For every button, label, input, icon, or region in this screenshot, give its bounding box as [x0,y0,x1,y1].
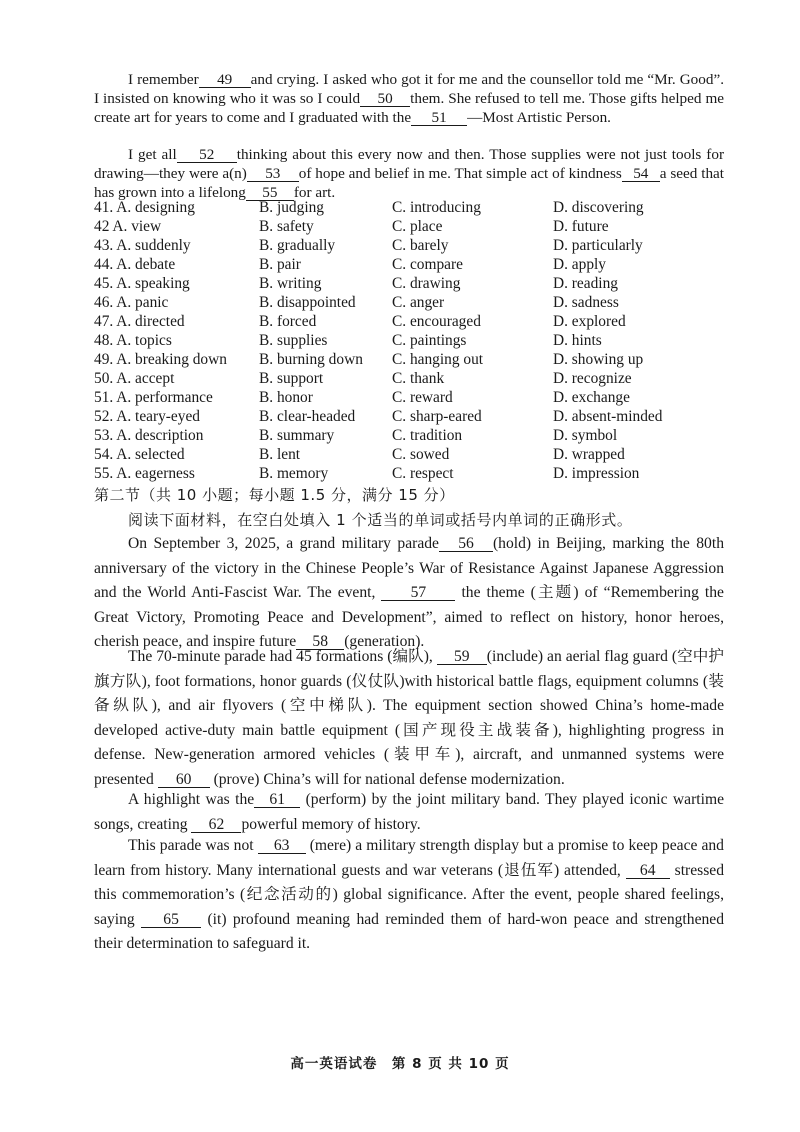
option-b: B. judging [259,199,324,216]
text-run: (prove) China’s will for national defense modernization. [213,770,565,788]
option-row [94,218,734,237]
option-d: D. sadness [553,294,619,311]
text-run: of hope and belief in me. That simple act of kindness [298,165,622,183]
option-row [94,351,734,370]
option-b: B. gradually [259,237,336,254]
section-instruction: 阅读下面材料，在空白处填入 1 个适当的单词或括号内单词的正确形式。 [128,511,633,529]
option-a: 49. A. breaking down [94,351,227,368]
option-b: B. lent [259,446,301,463]
option-b: B. pair [259,256,301,273]
blank-50[interactable]: 50 [360,91,410,107]
text-run: —Most Artistic Person. [467,109,611,127]
option-a: 55. A. eagerness [94,465,195,482]
option-d: D. particularly [553,237,643,254]
text-run: I get all [128,146,177,163]
option-b: B. supplies [259,332,328,349]
option-b: B. memory [259,465,329,482]
option-d: D. hints [553,332,602,349]
blank-60[interactable]: 60 [158,772,210,788]
option-a: 43. A. suddenly [94,237,191,254]
option-a: 51. A. performance [94,389,213,406]
option-a: 44. A. debate [94,256,176,273]
option-a: 48. A. topics [94,332,172,349]
option-row [94,465,734,484]
passage-b-paragraph-4 [94,834,724,957]
option-c: C. tradition [392,427,463,444]
option-d: D. future [553,218,609,235]
blank-63[interactable]: 63 [258,838,306,854]
options-table [94,199,734,484]
blank-55[interactable]: 55 [246,185,294,201]
blank-51[interactable]: 51 [411,110,467,126]
text-run: A highlight was the [128,791,255,808]
option-row [94,446,734,465]
blank-64[interactable]: 64 [626,863,670,879]
option-row [94,408,734,427]
option-a: 54. A. selected [94,446,185,463]
option-c: C. compare [392,256,463,273]
passage-a-paragraph-1 [94,70,724,128]
option-d: D. discovering [553,199,644,216]
text-run: This parade was not [128,837,254,854]
blank-53[interactable]: 53 [247,166,299,182]
passage-b-paragraph-3 [94,788,724,837]
option-row [94,275,734,294]
option-c: C. place [392,218,443,235]
text-run: for art. [293,184,336,202]
option-c: C. drawing [392,275,461,292]
option-a: 53. A. description [94,427,204,444]
option-row [94,389,734,408]
page-footer: 高一英语试卷 第 8 页 共 10 页 [290,1056,510,1072]
option-d: D. exchange [553,389,630,406]
option-a: 47. A. directed [94,313,185,330]
option-c: C. hanging out [392,351,484,368]
option-a: 50. A. accept [94,370,175,387]
option-row [94,294,734,313]
option-b: B. clear-headed [259,408,356,425]
option-d: D. apply [553,256,607,273]
option-b: B. honor [259,389,313,406]
passage-a-paragraph-2 [94,145,724,203]
blank-56[interactable]: 56 [439,536,493,552]
text-run: powerful memory of history. [241,815,421,833]
option-b: B. forced [259,313,317,330]
option-d: D. wrapped [553,446,625,463]
text-run: On September 3, 2025, a grand military parade [128,535,439,552]
text-run: stressed this commemoration’s (纪念活动的) global significance. After the event, people shared feelings, saying [94,861,724,928]
blank-62[interactable]: 62 [191,817,241,833]
option-d: D. symbol [553,427,618,444]
text-run: them. She refused to tell me. Those gifts helped me create art for years to come and I graduated with the [94,90,724,127]
blank-59[interactable]: 59 [437,649,487,665]
option-row [94,370,734,389]
text-run: and crying. I asked who got it for me and the counsellor told me “Mr. Good”. I insisted on knowing who it was so I could [94,71,724,108]
option-row [94,199,734,218]
option-c: C. anger [392,294,445,311]
option-b: B. safety [259,218,314,235]
option-b: B. burning down [259,351,363,368]
section-heading: 第二节（共 10 小题；每小题 1.5 分，满分 15 分） [94,486,455,504]
option-d: D. reading [553,275,618,292]
option-b: B. disappointed [259,294,356,311]
option-c: C. barely [392,237,449,254]
option-d: D. explored [553,313,626,330]
blank-58[interactable]: 58 [296,634,344,650]
blank-52[interactable]: 52 [177,147,237,163]
text-run: a seed that has grown into a lifelong [94,165,724,202]
option-b: B. summary [259,427,335,444]
option-b: B. support [259,370,324,387]
text-run: thinking about this every now and then. Those supplies were not just tools for drawing—they were a(n) [94,146,724,183]
option-b: B. writing [259,275,322,292]
option-row [94,237,734,256]
option-c: C. sharp-eared [392,408,482,425]
text-run: (perform) by the joint military band. They played iconic wartime songs, creating [94,791,724,833]
option-a: 46. A. panic [94,294,169,311]
option-row [94,332,734,351]
passage-b-paragraph-1 [94,532,724,655]
option-d: D. impression [553,465,640,482]
text-run: (mere) a military strength display but a promise to keep peace and learn from history. Many international guests and war veterans (退伍军) attended, [94,837,724,879]
blank-65[interactable]: 65 [141,912,201,928]
option-a: 52. A. teary-eyed [94,408,200,425]
option-c: C. sowed [392,446,450,463]
option-d: D. recognize [553,370,632,387]
text-run: (it) profound meaning had reminded them of hard-won peace and strengthened their determination to safeguard it. [94,910,725,952]
option-row [94,256,734,275]
option-row [94,427,734,446]
option-c: C. paintings [392,332,467,349]
text-run: (include) an aerial flag guard (空中护旗方队), foot formations, honor guards (仪仗队)with historical battle flags, equipment columns (装备纵队), and air flyovers (空中梯队). The equipment section showed China’s home-made developed active-duty main battle equipment (国产现役主战装备), highlighting progress in defense. New-generation armored vehicles (装甲车), aircraft, and unmanned systems were presented [94,648,725,788]
option-c: C. encouraged [392,313,481,330]
text-run: the theme (主题) of “Remembering the Great Victory, Promoting Peace and Development”, aimed to reflect on history, honor heroes, cherish peace, and inspire future [94,584,724,650]
blank-49[interactable]: 49 [199,72,251,88]
blank-61[interactable]: 61 [254,792,300,808]
text-run: I remember [128,71,199,88]
option-c: C. respect [392,465,454,482]
option-c: C. reward [392,389,453,406]
option-a: 45. A. speaking [94,275,190,292]
option-a: 42 A. view [94,218,162,235]
option-d: D. absent-minded [553,408,663,425]
text-run: The 70-minute parade had 45 formations (编队), [128,648,433,665]
option-c: C. thank [392,370,445,387]
passage-b-paragraph-2 [94,645,724,792]
option-d: D. showing up [553,351,644,368]
text-run: (hold) in Beijing, marking the 80th anniversary of the victory in the Chinese People’s War of Resistance Against Japanese Aggression and the World Anti-Fascist War. The event, [94,535,724,601]
text-run: (generation). [344,633,425,650]
blank-57[interactable]: 57 [381,585,455,601]
option-a: 41. A. designing [94,199,195,216]
option-row [94,313,734,332]
option-c: C. introducing [392,199,481,216]
blank-54[interactable]: 54 [622,166,660,182]
